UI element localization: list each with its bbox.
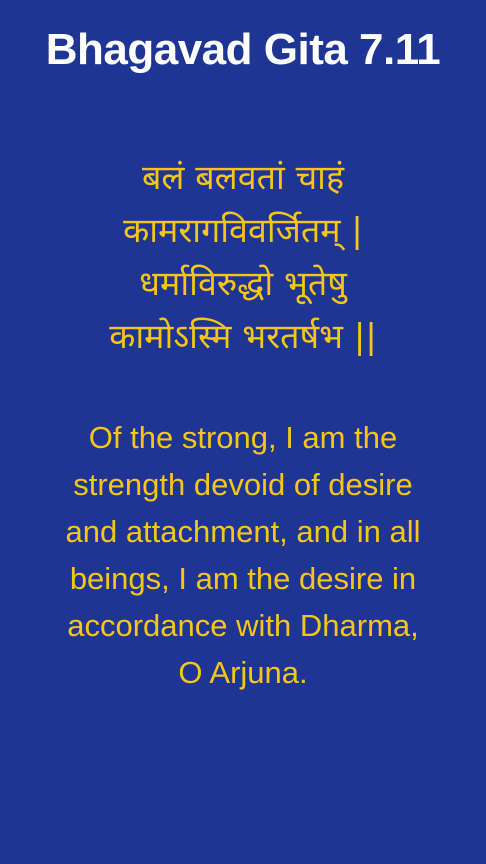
translation-line-2: strength devoid of desire <box>73 467 413 502</box>
page-title: Bhagavad Gita 7.11 <box>45 25 441 74</box>
english-translation <box>0 414 486 696</box>
translation-line-4: beings, I am the desire in <box>69 561 417 596</box>
verse-line-3: धर्माविरुद्धो भूतेषु <box>139 264 347 304</box>
verse-line-1: बलं बलवतां चाहं <box>141 158 345 198</box>
verse-line-2: कामरागविवर्जितम् | <box>123 211 363 251</box>
sanskrit-verse <box>0 152 486 364</box>
translation-line-1: Of the strong, I am the <box>88 420 398 455</box>
verse-line-4: कामोऽस्मि भरतर्षभ || <box>109 317 377 357</box>
translation-line-6: O Arjuna. <box>178 655 308 690</box>
translation-line-5: accordance with Dharma, <box>67 608 419 643</box>
translation-line-3: and attachment, and in all <box>65 514 421 549</box>
